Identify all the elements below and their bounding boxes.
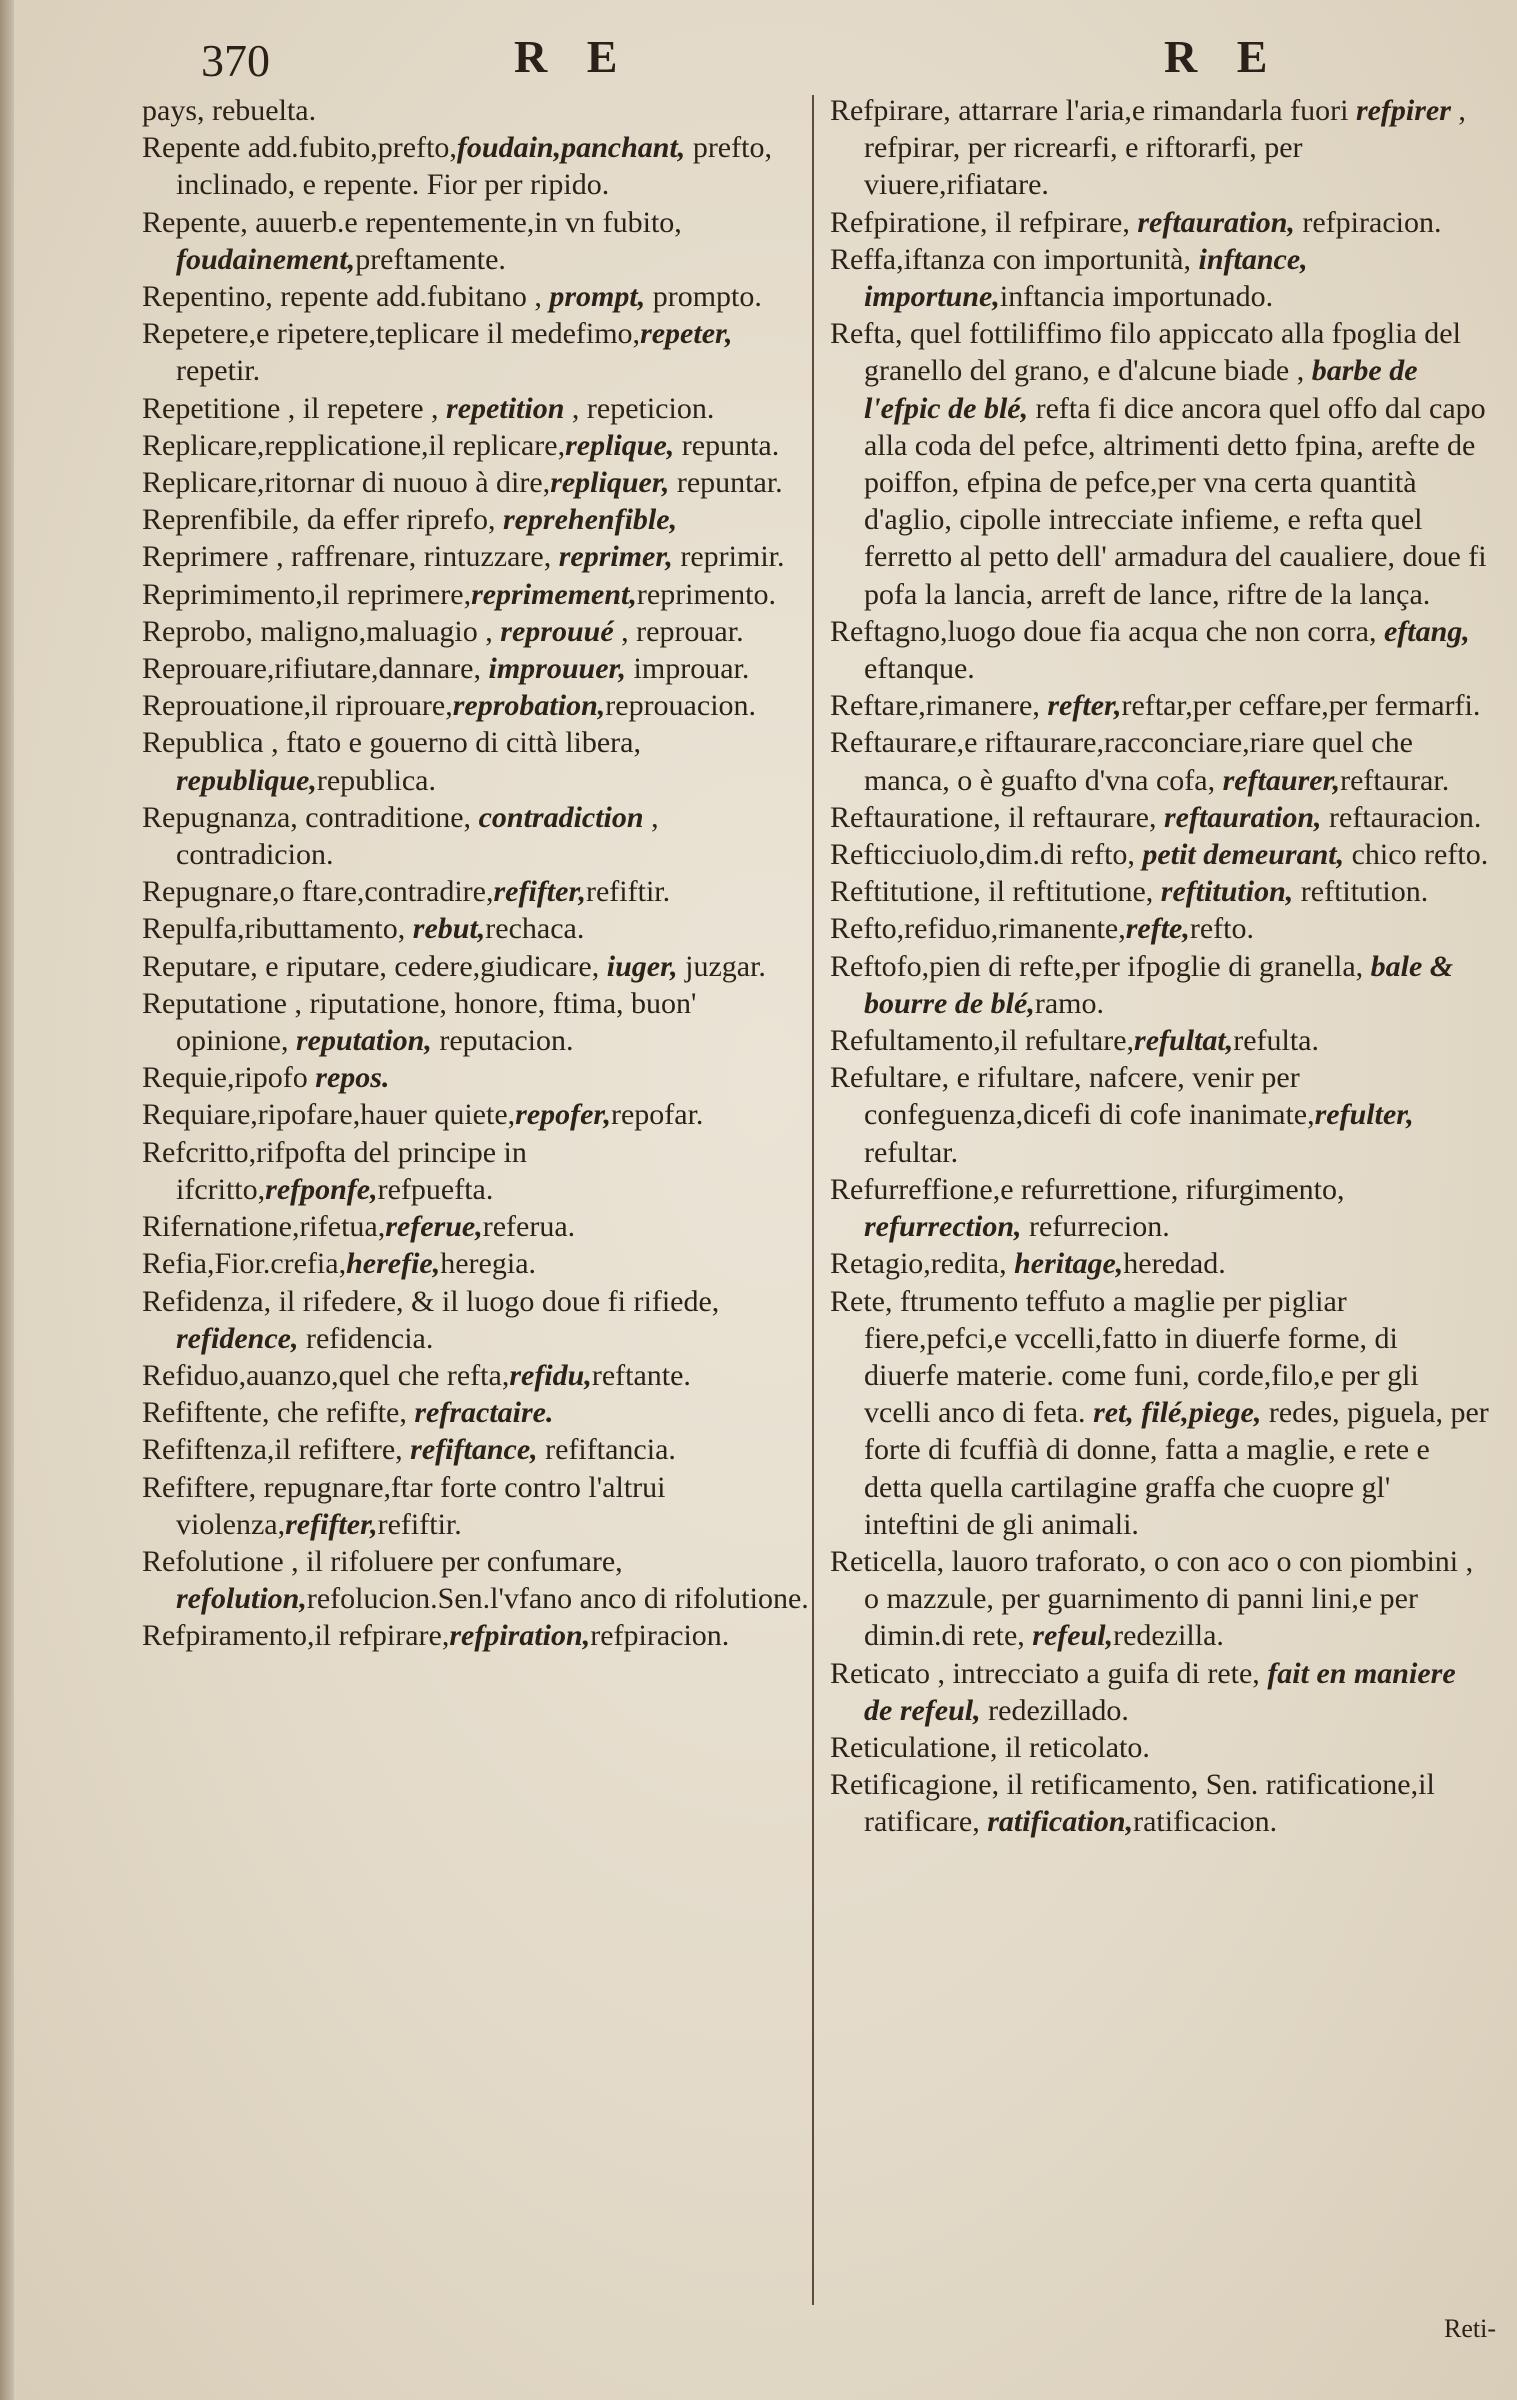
- spanish-equivalent: refiftir.: [585, 875, 671, 909]
- french-equivalent: eftang,: [1383, 614, 1470, 648]
- dictionary-entry: [142, 873, 810, 910]
- dictionary-entry: [830, 1766, 1490, 1840]
- dictionary-entry: [142, 799, 810, 873]
- dictionary-entry: [142, 92, 810, 129]
- entry-text: Retificagione, il retificamento, Sen. ratificatione,il ratificare,: [830, 1768, 1435, 1839]
- french-equivalent: herefie,: [346, 1247, 441, 1281]
- spanish-equivalent: , refpirar, per ricrearfi, e riftorarfi, per viuere,rifiatare.: [864, 94, 1466, 202]
- spanish-equivalent: redezillado.: [980, 1693, 1129, 1727]
- spanish-equivalent: repuntar.: [669, 466, 783, 500]
- french-equivalent: refpiration,: [449, 1619, 591, 1653]
- spanish-equivalent: refiftir.: [377, 1507, 462, 1541]
- french-equivalent: refractaire.: [414, 1396, 554, 1430]
- french-equivalent: refponfe,: [265, 1172, 378, 1206]
- right-running-head: R E: [1164, 31, 1282, 82]
- entry-text: Reticato , intrecciato a guifa di rete,: [830, 1656, 1268, 1690]
- spanish-equivalent: prompto.: [645, 280, 762, 314]
- french-equivalent: referue,: [385, 1210, 483, 1244]
- dictionary-entry: [830, 241, 1490, 315]
- dictionary-entry: [142, 129, 810, 203]
- dictionary-entry: [830, 724, 1490, 798]
- spanish-equivalent: refpiracion.: [590, 1619, 730, 1653]
- french-equivalent: repofer,: [515, 1098, 611, 1132]
- spanish-equivalent: reftaurar.: [1340, 763, 1450, 797]
- french-equivalent: contradiction: [478, 800, 644, 834]
- dictionary-entry: [830, 92, 1490, 204]
- spanish-equivalent: reprouacion.: [605, 689, 757, 723]
- spanish-equivalent: rechaca.: [485, 912, 585, 946]
- spanish-equivalent: reprimento.: [636, 577, 777, 611]
- spanish-equivalent: ramo.: [1034, 986, 1104, 1020]
- french-equivalent: reprouué: [500, 614, 614, 648]
- french-equivalent: reftitution,: [1160, 875, 1294, 909]
- spanish-equivalent: juzgar.: [677, 949, 766, 983]
- french-equivalent: reftaurer,: [1222, 763, 1341, 797]
- dictionary-entry: [830, 1655, 1490, 1729]
- entry-text: Refolutione , il rifoluere per confumare,: [142, 1544, 623, 1578]
- entry-text: Refpiramento,il refpirare,: [142, 1619, 450, 1653]
- spanish-equivalent: , repeticion.: [564, 391, 715, 425]
- french-equivalent: refpirer: [1355, 94, 1451, 127]
- dictionary-entry: [142, 315, 810, 389]
- spanish-equivalent: improuar.: [626, 652, 750, 686]
- french-equivalent: bale & bourre de blé,: [864, 949, 1454, 1020]
- spanish-equivalent: refpuefta.: [377, 1172, 494, 1206]
- entry-text: Retagio,redita,: [830, 1247, 1015, 1281]
- french-equivalent: reftauration,: [1137, 205, 1295, 239]
- dictionary-entry: [830, 1729, 1490, 1766]
- entry-text: Reftauratione, il reftaurare,: [830, 800, 1164, 834]
- dictionary-entry: [142, 1617, 810, 1654]
- entry-text: Refultare, e rifultare, nafcere, venir per confeguenza,dicefi di cofe inanimate,: [830, 1061, 1315, 1132]
- entry-text: Requiare,ripofare,hauer quiete,: [142, 1098, 516, 1132]
- dictionary-entry: [142, 1208, 810, 1245]
- dictionary-page: [14, 0, 1517, 2400]
- entry-text: Reputatione , riputatione, honore, ftima, buon' opinione,: [142, 986, 697, 1058]
- french-equivalent: foudainement,: [176, 242, 356, 276]
- entry-text: Reprobo, maligno,maluagio ,: [142, 614, 501, 648]
- entry-text: Refpiratione, il refpirare,: [830, 205, 1138, 239]
- dictionary-entry: [142, 1357, 810, 1394]
- entry-text: Refiftente, che refifte,: [142, 1396, 415, 1430]
- spanish-equivalent: , reprouar.: [613, 614, 744, 648]
- entry-text: Repente, auuerb.e repentemente,in vn fubito,: [142, 205, 682, 239]
- entry-text: Refcritto,rifpofta del principe in ifcritto,: [142, 1135, 527, 1206]
- entry-text: Reftitutione, il reftitutione,: [830, 875, 1161, 909]
- spanish-equivalent: refultar.: [864, 1135, 959, 1169]
- french-equivalent: prompt,: [549, 280, 646, 314]
- spanish-equivalent: refiftancia.: [537, 1433, 676, 1467]
- dictionary-entry: [142, 1245, 810, 1282]
- french-equivalent: refte,: [1125, 912, 1190, 946]
- entry-text: Rifernatione,rifetua,: [142, 1210, 386, 1244]
- french-equivalent: reprehenfible,: [502, 503, 678, 537]
- entry-text: Refiftere, repugnare,ftar forte contro l'altrui violenza,: [142, 1470, 666, 1541]
- dictionary-entry: [142, 687, 810, 724]
- french-equivalent: inftance, importune,: [864, 242, 1308, 314]
- french-equivalent: replique,: [565, 428, 675, 462]
- entry-text: Refia,Fior.crefia,: [142, 1247, 347, 1281]
- dictionary-entry: [142, 538, 810, 575]
- dictionary-entry: [142, 724, 810, 798]
- dictionary-entry: [142, 910, 810, 947]
- left-column: [142, 92, 810, 1655]
- dictionary-entry: [142, 1096, 810, 1133]
- book-spine-shadow: [0, 0, 14, 2400]
- entry-text: Reputare, e riputare, cedere,giudicare,: [142, 949, 607, 983]
- dictionary-entry: [142, 650, 810, 687]
- french-equivalent: reprobation,: [452, 689, 606, 723]
- entry-text: Reffa,iftanza con importunità,: [830, 242, 1199, 276]
- french-equivalent: improuuer,: [488, 652, 627, 686]
- entry-text: Reprouare,rifiutare,dannare,: [142, 652, 489, 686]
- entry-text: Repentino, repente add.fubitano ,: [142, 280, 550, 314]
- french-equivalent: refurrection,: [864, 1210, 1022, 1244]
- running-header: [14, 30, 1517, 100]
- french-equivalent: repliquer,: [550, 466, 670, 500]
- entry-text: Refultamento,il refultare,: [830, 1024, 1135, 1058]
- dictionary-entry: [142, 1134, 810, 1208]
- french-equivalent: reputation,: [296, 1024, 432, 1058]
- french-equivalent: repos.: [315, 1061, 390, 1095]
- dictionary-entry: [830, 799, 1490, 836]
- french-equivalent: refiftance,: [410, 1433, 538, 1467]
- dictionary-entry: [142, 1283, 810, 1357]
- entry-text: Reftagno,luogo doue fia acqua che non corra,: [830, 614, 1384, 648]
- spanish-equivalent: prefto, inclinado, e repente. Fior per ripido.: [176, 131, 772, 202]
- dictionary-entry: [830, 948, 1490, 1022]
- dictionary-entry: [142, 948, 810, 985]
- dictionary-entry: [830, 1283, 1490, 1543]
- spanish-equivalent: repetir.: [176, 354, 261, 388]
- dictionary-entry: [830, 873, 1490, 910]
- entry-text: Reftofo,pien di refte,per ifpoglie di granella,: [830, 949, 1371, 983]
- french-equivalent: refifter,: [285, 1507, 378, 1541]
- entry-text: Refidenza, il rifedere, & il luogo doue fi rifiede,: [142, 1284, 720, 1318]
- column-divider: [812, 95, 814, 2305]
- entry-text: Repugnare,o ftare,contradire,: [142, 875, 494, 909]
- dictionary-entry: [830, 315, 1490, 613]
- french-equivalent: refultat,: [1134, 1024, 1234, 1058]
- dictionary-entry: [830, 1059, 1490, 1171]
- dictionary-entry: [142, 1543, 810, 1617]
- dictionary-entry: [830, 910, 1490, 947]
- french-equivalent: rebut,: [412, 912, 486, 946]
- entry-text: pays, rebuelta.: [142, 94, 317, 127]
- entry-text: Reftaurare,e riftaurare,racconciare,riare quel che manca, o è guafto d'vna cofa,: [830, 726, 1413, 797]
- spanish-equivalent: chico refto.: [1344, 838, 1489, 872]
- spanish-equivalent: heredad.: [1123, 1247, 1226, 1281]
- french-equivalent: petit demeurant,: [1142, 838, 1345, 872]
- spanish-equivalent: ratificacion.: [1133, 1805, 1278, 1839]
- french-equivalent: fait en maniere de refeul,: [864, 1656, 1456, 1727]
- entry-text: Repugnanza, contraditione,: [142, 800, 479, 834]
- entry-text: Refurreffione,e refurrettione, rifurgimento,: [830, 1172, 1345, 1206]
- spanish-equivalent: eftanque.: [864, 652, 975, 686]
- entry-text: Reticella, lauoro traforato, o con aco o con piombini , o mazzule, per guarnimento di panni lini,e per dimin.di rete,: [830, 1544, 1474, 1653]
- dictionary-entry: [830, 613, 1490, 687]
- french-equivalent: refulter,: [1314, 1098, 1414, 1132]
- entry-text: Refta, quel fottiliffimo filo appiccato alla fpoglia del granello del grano, e d'alcune biade ,: [830, 317, 1461, 388]
- spanish-equivalent: refulta.: [1233, 1024, 1319, 1058]
- dictionary-entry: [830, 204, 1490, 241]
- dictionary-entry: [830, 1171, 1490, 1245]
- entry-text: Replicare,ritornar di nuouo à dire,: [142, 466, 551, 500]
- dictionary-entry: [142, 427, 810, 464]
- entry-text: Reprimere , raffrenare, rintuzzare,: [142, 540, 559, 574]
- right-column: [830, 92, 1490, 1841]
- spanish-equivalent: refpiracion.: [1294, 205, 1442, 239]
- entry-text: Republica , ftato e gouerno di città libera,: [142, 726, 641, 760]
- entry-text: Reticulatione, il reticolato.: [830, 1730, 1150, 1764]
- dictionary-entry: [142, 501, 810, 538]
- dictionary-entry: [142, 278, 810, 315]
- entry-text: Rete, ftrumento teffuto a maglie per pigliar fiere,pefci,e vccelli,fatto in diuerfe forme, di diuerfe materie. come funi, corde,filo,e per gli vcelli anco di feta.: [830, 1284, 1419, 1430]
- entry-text: Reprimimento,il reprimere,: [142, 577, 472, 611]
- spanish-equivalent: republica.: [316, 763, 436, 797]
- dictionary-entry: [142, 464, 810, 501]
- french-equivalent: reprimer,: [558, 540, 673, 574]
- spanish-equivalent: refto.: [1189, 912, 1255, 946]
- dictionary-entry: [142, 390, 810, 427]
- entry-text: Refiduo,auanzo,quel che refta,: [142, 1358, 510, 1392]
- spanish-equivalent: reputacion.: [431, 1024, 574, 1058]
- dictionary-entry: [142, 985, 810, 1059]
- spanish-equivalent: reprimir.: [672, 540, 785, 574]
- french-equivalent: iuger,: [606, 949, 678, 983]
- spanish-equivalent: redes, piguela, per forte di fcuffià di donne, fatta a maglie, e rete e detta quella cartilagine graffa che cuopre gl' inteftini de gli animali.: [864, 1396, 1489, 1541]
- entry-text: Repetere,e ripetere,teplicare il medefimo,: [142, 317, 641, 351]
- spanish-equivalent: referua.: [482, 1210, 576, 1244]
- french-equivalent: refifter,: [493, 875, 586, 909]
- spanish-equivalent: reftar,per ceffare,per fermarfi.: [1121, 689, 1481, 723]
- spanish-equivalent: reftante.: [591, 1358, 691, 1392]
- spanish-equivalent: refolucion.Sen.l'vfano anco di rifolutione.: [306, 1582, 809, 1616]
- french-equivalent: refidu,: [509, 1358, 592, 1392]
- french-equivalent: refeul,: [1032, 1619, 1114, 1653]
- entry-text: Repente add.fubito,prefto,: [142, 131, 457, 165]
- entry-text: Reprenfibile, da effer riprefo,: [142, 503, 503, 537]
- catchword: Reti-: [1444, 2314, 1496, 2343]
- entry-text: Refpirare, attarrare l'aria,e rimandarla fuori: [830, 94, 1356, 127]
- dictionary-entry: [830, 687, 1490, 724]
- dictionary-entry: [142, 1059, 810, 1096]
- dictionary-entry: [142, 204, 810, 278]
- spanish-equivalent: refurrecion.: [1021, 1210, 1170, 1244]
- french-equivalent: repeter,: [640, 317, 733, 351]
- french-equivalent: reftauration,: [1163, 800, 1322, 834]
- spanish-equivalent: refta fi dice ancora quel offo dal capo alla coda del pefce, altrimenti detto fpina, arefte de poiffon, efpina de pefce,per vna certa quantità d'aglio, cipolle intrecciate infieme, e refta quel ferretto al petto dell' armadura del caualiere, doue fi pofa la lancia, arreft de lance, riftre de la lança.: [864, 391, 1487, 611]
- french-equivalent: heritage,: [1014, 1247, 1124, 1281]
- french-equivalent: reprimement,: [471, 577, 637, 611]
- french-equivalent: refidence,: [176, 1321, 299, 1355]
- spanish-equivalent: redezilla.: [1113, 1619, 1224, 1653]
- french-equivalent: barbe de l'efpic de blé,: [864, 354, 1418, 425]
- spanish-equivalent: refidencia.: [298, 1321, 434, 1355]
- spanish-equivalent: reftitution.: [1293, 875, 1429, 909]
- entry-text: Refticciuolo,dim.di refto,: [830, 838, 1143, 872]
- dictionary-entry: [830, 1022, 1490, 1059]
- dictionary-entry: [142, 1431, 810, 1468]
- spanish-equivalent: repunta.: [674, 428, 780, 462]
- spanish-equivalent: inftancia importunado.: [999, 280, 1274, 314]
- entry-text: Refto,refiduo,rimanente,: [830, 912, 1126, 946]
- spanish-equivalent: repofar.: [610, 1098, 704, 1132]
- spanish-equivalent: reftauracion.: [1321, 800, 1482, 834]
- french-equivalent: refolution,: [176, 1582, 307, 1616]
- entry-text: Reftare,rimanere,: [830, 689, 1048, 723]
- left-running-head: R E: [514, 31, 632, 82]
- dictionary-entry: [142, 613, 810, 650]
- french-equivalent: repetition: [446, 391, 565, 425]
- dictionary-entry: [830, 1245, 1490, 1282]
- french-equivalent: republique,: [176, 763, 317, 797]
- dictionary-entry: [142, 1469, 810, 1543]
- spanish-equivalent: , contradicion.: [176, 800, 659, 872]
- entry-text: Requie,ripofo: [142, 1061, 316, 1095]
- dictionary-entry: [830, 1543, 1490, 1655]
- dictionary-entry: [830, 836, 1490, 873]
- entry-text: Repulfa,ributtamento,: [142, 912, 413, 946]
- page-number: 370: [201, 35, 270, 86]
- entry-text: Reprouatione,il riprouare,: [142, 689, 453, 723]
- french-equivalent: ratification,: [987, 1805, 1134, 1839]
- dictionary-entry: [142, 1394, 810, 1431]
- entry-text: Refiftenza,il refiftere,: [142, 1433, 411, 1467]
- spanish-equivalent: preftamente.: [355, 242, 506, 276]
- french-equivalent: foudain,panchant,: [456, 131, 686, 165]
- dictionary-entry: [142, 576, 810, 613]
- french-equivalent: refter,: [1047, 689, 1122, 723]
- spanish-equivalent: heregia.: [440, 1247, 537, 1281]
- entry-text: Replicare,repplicatione,il replicare,: [142, 428, 566, 462]
- french-equivalent: ret, filé,piege,: [1093, 1396, 1262, 1430]
- entry-text: Repetitione , il repetere ,: [142, 391, 447, 425]
